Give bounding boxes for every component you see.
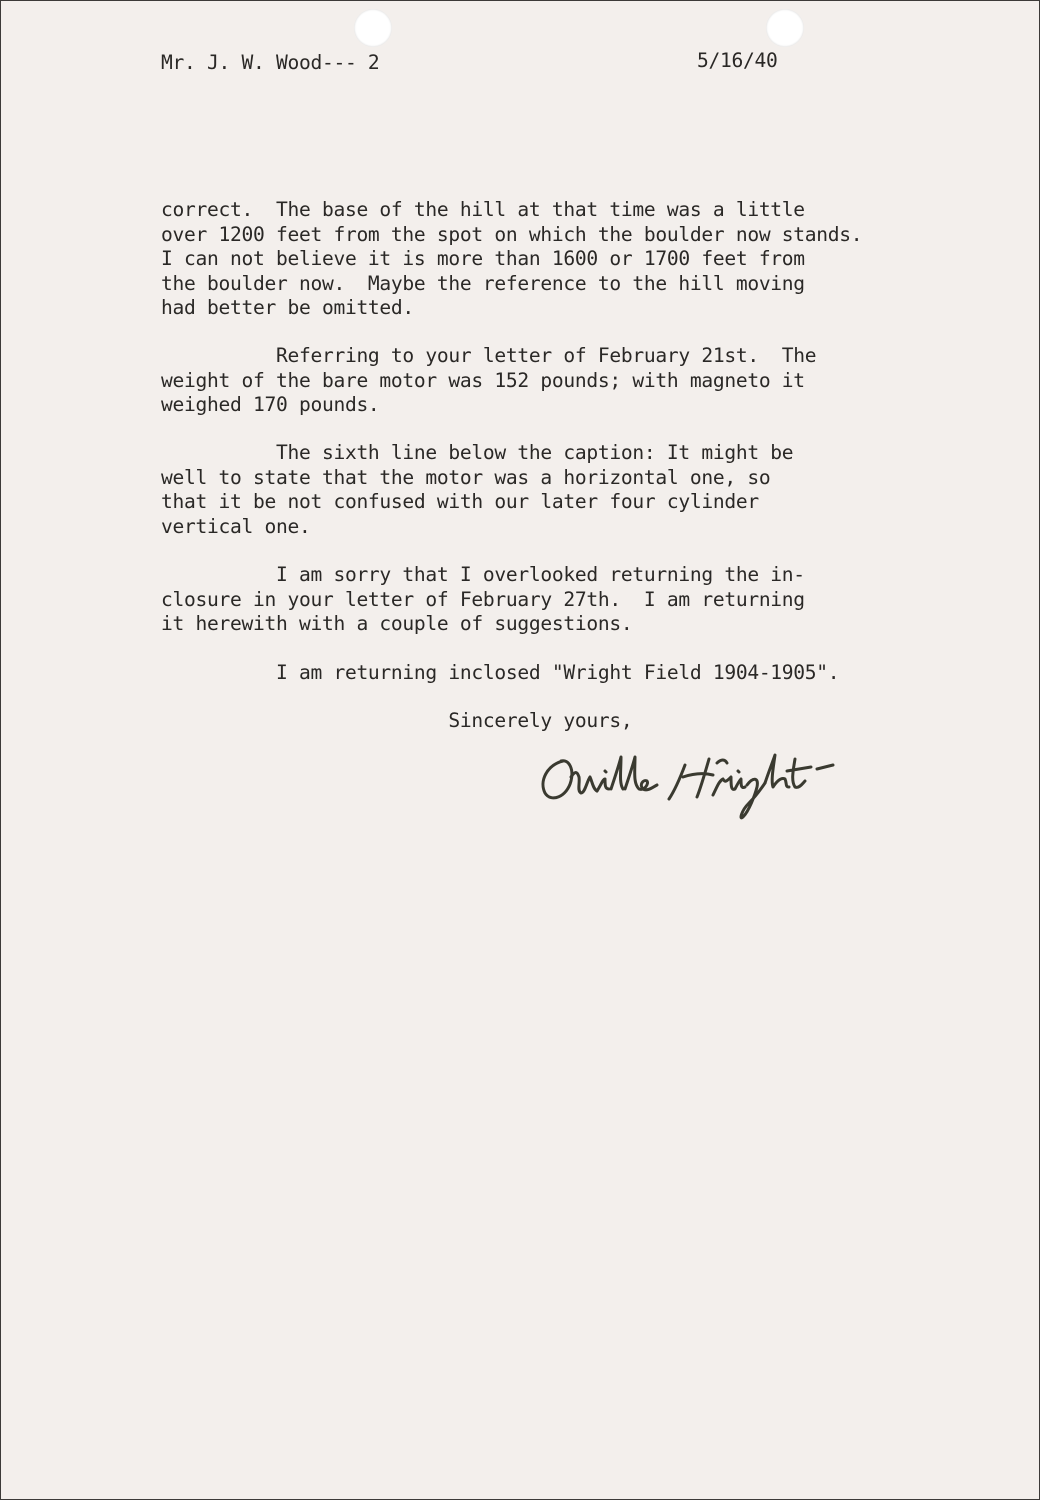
text-line: correct. The base of the hill at that time was a little (161, 198, 805, 221)
text-line: weighed 170 pounds. (161, 393, 380, 417)
punch-hole-right (766, 9, 804, 47)
text-line: that it be not confused with our later four cylinder (161, 490, 759, 514)
text-line: closure in your letter of February 27th. I am returning (161, 587, 805, 611)
text-line: Referring to your letter of February 21st. The (161, 344, 817, 367)
header-recipient: Mr. J. W. Wood--- 2 (161, 51, 380, 74)
text-line: I am returning inclosed "Wright Field 1904-1905". (161, 661, 840, 684)
signature (533, 737, 853, 827)
punch-hole-left (354, 9, 392, 47)
text-line: Sincerely yours, (161, 709, 633, 732)
text-line: had better be omitted. (161, 296, 414, 320)
text-line: I am sorry that I overlooked returning the in- (161, 563, 805, 586)
text-line: well to state that the motor was a horizontal one, so (161, 465, 771, 489)
text-line: The sixth line below the caption: It might be (161, 441, 794, 464)
text-line: over 1200 feet from the spot on which the boulder now stands. (161, 222, 863, 246)
text-line: it herewith with a couple of suggestions. (161, 612, 633, 636)
text-line: weight of the bare motor was 152 pounds; with magneto it (161, 368, 805, 392)
text-line: I can not believe it is more than 1600 or 1700 feet from (161, 247, 805, 271)
header-date: 5/16/40 (697, 49, 778, 72)
text-line: the boulder now. Maybe the reference to the hill moving (161, 271, 805, 295)
text-line: vertical one. (161, 514, 311, 538)
